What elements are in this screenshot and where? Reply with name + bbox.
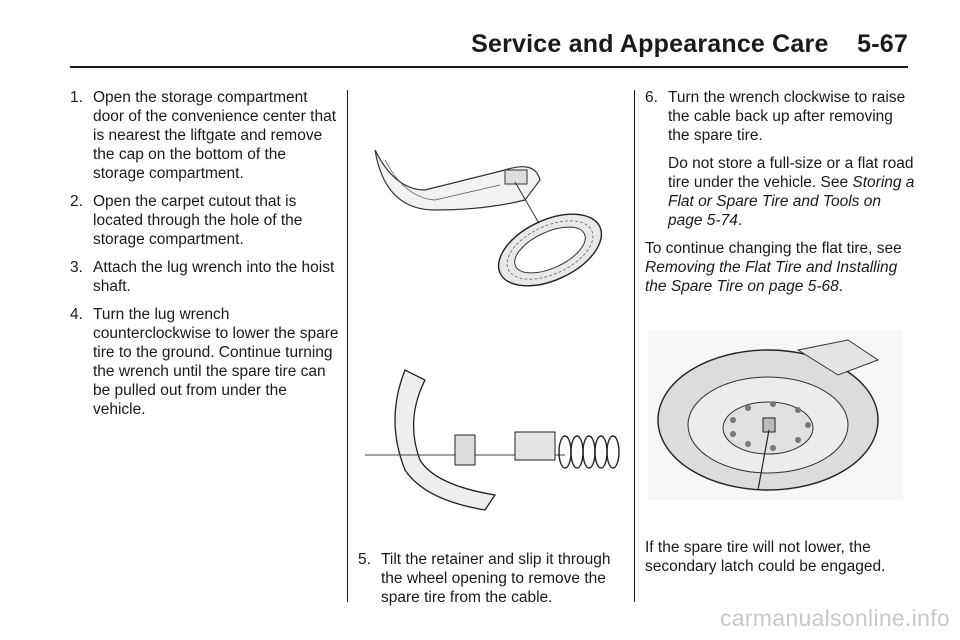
header-rule xyxy=(70,66,908,68)
step-3 xyxy=(70,258,340,296)
column-1 xyxy=(70,88,340,428)
step-number: 1. xyxy=(70,89,83,106)
step-text: Turn the wrench clockwise to raise the cable back up after removing the spare tire. xyxy=(668,89,906,144)
step-text: Open the storage compartment door of the convenience center that is nearest the liftgate and remove the cap on the bottom of the storage compartment. xyxy=(93,89,336,182)
step-6 xyxy=(645,88,915,145)
step-number: 2. xyxy=(70,193,83,210)
column-3 xyxy=(645,88,915,305)
note-end: . xyxy=(737,212,743,229)
step-number: 6. xyxy=(645,89,658,106)
step-text: Turn the lug wrench counterclockwise to lower the spare tire to the ground. Continue turning the wrench until the spare tire can be pulled out from under the vehicle. xyxy=(93,306,339,418)
step-text: Tilt the retainer and slip it through the wheel opening to remove the spare tire from the cable. xyxy=(381,551,611,606)
step-text: Open the carpet cutout that is located through the hole of the storage compartment. xyxy=(93,193,303,248)
spare-tire-under-vehicle-illustration xyxy=(365,130,625,305)
storage-reference-link[interactable]: Storing a Flat or Spare Tire and Tools on page 5-74 xyxy=(668,174,915,229)
column-divider-1 xyxy=(347,90,348,602)
step-number: 4. xyxy=(70,306,83,323)
continue-end: . xyxy=(838,278,844,295)
step-2 xyxy=(70,192,340,249)
continue-text: To continue changing the flat tire, see xyxy=(645,240,902,257)
step-text: Attach the lug wrench into the hoist shaft. xyxy=(93,259,335,295)
step-number: 3. xyxy=(70,259,83,276)
install-spare-reference-link[interactable]: Removing the Flat Tire and Installing the Spare Tire on page 5-68 xyxy=(645,259,898,295)
spare-tire-latch-illustration xyxy=(648,330,903,500)
step-1 xyxy=(70,88,340,183)
secondary-latch-paragraph: If the spare tire will not lower, the secondary latch could be engaged. xyxy=(645,539,886,575)
storage-note xyxy=(668,154,915,230)
tire-retainer-cable-illustration xyxy=(365,360,625,525)
continue-paragraph xyxy=(645,239,915,296)
step-number: 5. xyxy=(358,551,371,568)
column-divider-2 xyxy=(634,90,635,602)
step-4 xyxy=(70,305,340,419)
step-5 xyxy=(358,550,628,616)
note-text: Do not store a full-size or a flat road tire under the vehicle. See xyxy=(668,155,914,191)
watermark: carmanualsonline.info xyxy=(719,605,950,631)
page-header xyxy=(0,30,960,66)
page-title: Service and Appearance Care 5-67 xyxy=(471,30,908,58)
